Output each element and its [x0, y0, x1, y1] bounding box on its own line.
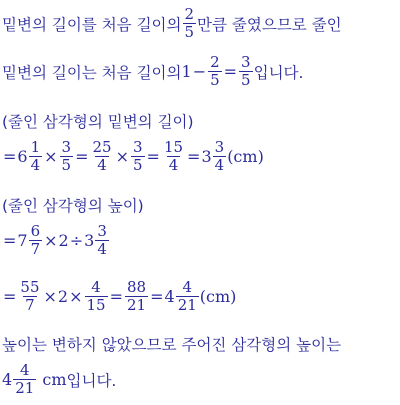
numerator: 1: [30, 138, 41, 156]
number: 1: [181, 62, 192, 81]
equation-line-7: [2, 279, 236, 314]
whole-number: 4: [2, 370, 13, 389]
number: 2: [58, 231, 69, 250]
whole-number: 3: [84, 231, 95, 250]
sentence-line-3: [2, 110, 194, 132]
equals-sign: =: [109, 287, 123, 306]
equals-sign: =: [150, 287, 164, 306]
denominator: 4: [97, 240, 107, 258]
text-segment: 밑변의 길이는 처음 길이의: [2, 63, 182, 82]
fraction: [162, 139, 185, 174]
numerator: 3: [97, 222, 107, 240]
times-sign: ×: [44, 147, 58, 166]
number: 2: [57, 287, 69, 306]
equals-sign: =: [75, 147, 89, 166]
denominator: 21: [177, 296, 197, 314]
equals-sign: =: [3, 287, 17, 306]
denominator: 5: [133, 156, 143, 174]
fraction: [131, 139, 145, 174]
fraction: [213, 139, 227, 174]
fraction: [29, 139, 43, 174]
fraction: [91, 139, 114, 174]
numerator: 55: [20, 278, 40, 296]
whole-number: 3: [201, 147, 212, 166]
equation-line-4: [2, 139, 264, 174]
fraction: [85, 279, 108, 314]
numerator: 3: [61, 138, 72, 156]
text-segment: 입니다.: [253, 63, 304, 82]
numerator: 3: [241, 53, 251, 71]
equals-sign: =: [187, 147, 201, 166]
unit-label: cm: [37, 370, 67, 389]
fraction: [208, 54, 222, 89]
numerator: 4: [91, 278, 101, 296]
numerator: 25: [92, 138, 112, 156]
numerator: 88: [127, 278, 147, 296]
times-sign: ×: [44, 231, 58, 250]
whole-number: 6: [17, 147, 28, 166]
denominator: 21: [15, 379, 35, 397]
denominator: 15: [86, 296, 106, 314]
text-segment: 높이는 변하지 않았으므로 주어진 삼각형의 높이는: [2, 336, 342, 354]
denominator: 4: [168, 156, 179, 174]
sentence-line-9: [2, 362, 116, 397]
denominator: 5: [210, 71, 220, 89]
sentence-line-1: [2, 6, 342, 41]
sentence-line-2: [2, 54, 303, 89]
text-segment: 만큼 줄였으므로 줄인: [197, 15, 342, 34]
denominator: 7: [30, 240, 41, 258]
equals-sign: =: [223, 62, 238, 81]
text-segment: (줄인 삼각형의 밑변의 길이): [2, 113, 194, 131]
fraction: [60, 139, 74, 174]
fraction: [183, 6, 197, 41]
text-segment: (줄인 삼각형의 높이): [2, 197, 144, 215]
denominator: 5: [61, 156, 72, 174]
denominator: 7: [25, 296, 35, 314]
numerator: 3: [133, 138, 143, 156]
denominator: 5: [184, 23, 195, 41]
text-segment: 밑변의 길이를 처음 길이의: [2, 15, 182, 34]
denominator: 4: [214, 156, 225, 174]
numerator: 2: [210, 53, 220, 71]
denominator: 4: [97, 156, 107, 174]
times-sign: ×: [43, 287, 57, 306]
numerator: 4: [182, 278, 192, 296]
whole-number: 4: [164, 287, 175, 306]
denominator: 5: [241, 71, 251, 89]
numerator: 3: [214, 138, 225, 156]
fraction: [95, 223, 109, 258]
numerator: 2: [184, 5, 195, 23]
fraction: [29, 223, 43, 258]
equals-sign: =: [3, 231, 17, 250]
equation-line-6: [2, 223, 110, 258]
unit-label: (cm): [227, 147, 264, 166]
equals-sign: =: [146, 147, 160, 166]
numerator: 6: [30, 222, 41, 240]
fraction: [239, 54, 253, 89]
fraction: [176, 279, 199, 314]
sentence-line-8: [2, 333, 341, 355]
fraction: [125, 279, 148, 314]
divide-sign: ÷: [69, 231, 84, 250]
numerator: 15: [163, 138, 184, 156]
times-sign: ×: [115, 147, 129, 166]
denominator: 4: [30, 156, 41, 174]
denominator: 21: [127, 296, 147, 314]
equals-sign: =: [3, 147, 17, 166]
unit-label: (cm): [199, 287, 237, 306]
fraction: [18, 279, 41, 314]
sentence-line-5: [2, 194, 144, 216]
fraction: [13, 362, 36, 397]
times-sign: ×: [69, 287, 83, 306]
whole-number: 7: [17, 231, 28, 250]
numerator: 4: [19, 361, 30, 379]
minus-sign: −: [192, 62, 207, 81]
text-segment: 입니다.: [66, 371, 117, 390]
